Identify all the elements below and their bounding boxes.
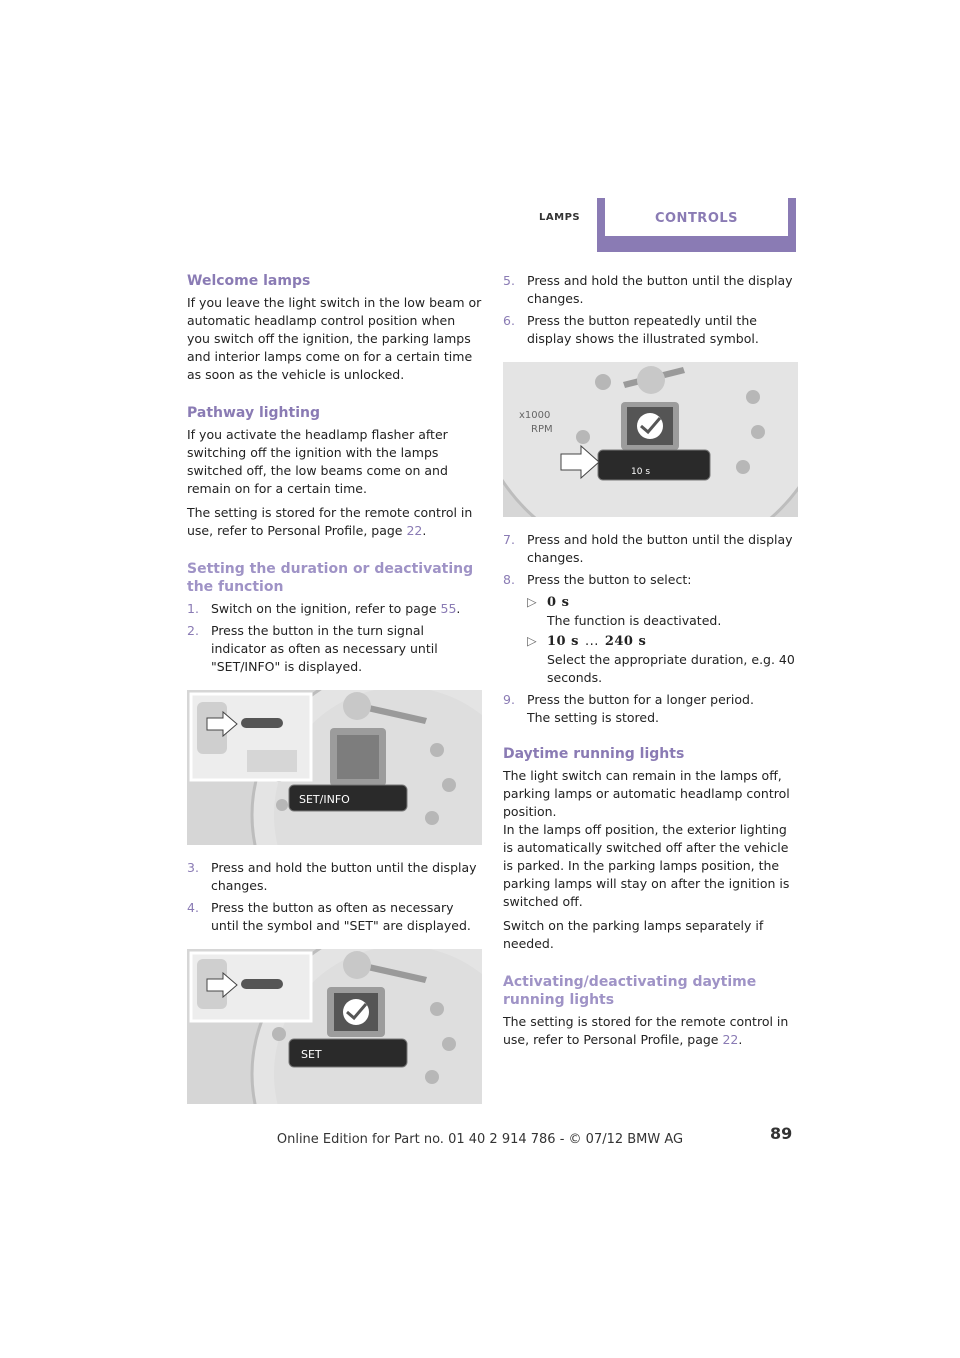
bullet-triangle-icon: ▷ (527, 633, 537, 648)
section-title: LAMPS (539, 212, 581, 223)
activating-text (503, 1013, 798, 1049)
step-text: Press and hold the button until the display changes. (527, 273, 793, 306)
option-text: The function is deactivated. (547, 613, 722, 628)
daytime-heading: Daytime running lights (503, 746, 685, 762)
option-text: Select the appropriate duration, e.g. 40 seconds. (547, 652, 795, 685)
step-5 (503, 272, 798, 308)
page-link-22[interactable]: 22 (406, 523, 423, 538)
step-text (211, 600, 482, 618)
chapter-title: CONTROLS (605, 198, 788, 236)
fig1-display-text: SET/INFO (299, 793, 350, 806)
step-number: 9. (503, 692, 515, 707)
option-symbol-0s: 0 s (547, 595, 570, 610)
chapter-tab (597, 198, 796, 252)
step-text (527, 691, 798, 727)
figure-duration-display (503, 362, 798, 517)
duration-heading: Setting the duration or deactivating the function (187, 561, 474, 595)
option-duration (527, 632, 798, 687)
pathway-heading: Pathway lighting (187, 405, 321, 421)
daytime-text-1b: In the lamps off position, the exterior lighting is automatically switched off after the vehicle is parked. In the parking lamps position, the parking lamps will stay on after the ignition is switched off. (503, 822, 790, 909)
step-number: 3. (187, 860, 199, 875)
pathway-text-2 (187, 504, 482, 540)
pathway-text-2-body: The setting is stored for the remote control in use, refer to Personal Profile, page (187, 505, 473, 538)
pathway-text-1: If you activate the headlamp flasher after switching off the ignition with the lamps switched off, the low beams come on and remain on for a certain time. (187, 427, 448, 496)
fig3-display-text: 10 s (631, 467, 651, 477)
option-deactivate (527, 593, 798, 630)
activating-heading: Activating/deactivating daytime running lights (503, 974, 757, 1008)
ellipsis: ... (584, 634, 599, 649)
page-number: 89 (770, 1124, 793, 1143)
step-4 (187, 899, 482, 935)
step-2 (187, 622, 482, 676)
step-text: Press the button repeatedly until the display shows the illustrated symbol. (527, 313, 759, 346)
left-column (187, 272, 482, 1118)
option-body (547, 632, 798, 687)
figure-set-info-display (187, 690, 482, 845)
step-text: Press and hold the button until the display changes. (211, 860, 477, 893)
step-6 (503, 312, 798, 348)
right-column (503, 272, 798, 1055)
page-link-22[interactable]: 22 (722, 1032, 739, 1047)
fig2-display-text: SET (301, 1048, 322, 1061)
step-number: 2. (187, 623, 199, 638)
option-body (547, 593, 721, 630)
step-1-body: Switch on the ignition, refer to page (211, 601, 441, 616)
option-symbol-240s: 240 s (604, 634, 647, 649)
step-number: 8. (503, 572, 515, 587)
step-number: 1. (187, 601, 199, 616)
bullet-triangle-icon: ▷ (527, 594, 537, 609)
step-1 (187, 600, 482, 618)
step-number: 6. (503, 313, 515, 328)
step-text: Press the button in the turn signal indicator as often as necessary until "SET/INFO" is displayed. (211, 623, 438, 674)
figure-set-display (187, 949, 482, 1104)
step-text: Press the button as often as necessary until the symbol and "SET" are displayed. (211, 900, 471, 933)
activating-text-end: . (738, 1032, 743, 1047)
step-text: Press the button to select: (527, 572, 692, 587)
option-symbol-range (547, 634, 646, 649)
step-number: 5. (503, 273, 515, 288)
step-9 (503, 691, 798, 727)
step-3 (187, 859, 482, 895)
step-1-end: . (456, 601, 461, 616)
daytime-text-2: Switch on the parking lamps separately if needed. (503, 918, 764, 951)
rpm-multiplier: x1000 (519, 410, 551, 421)
daytime-text-1a: The light switch can remain in the lamps off, parking lamps or automatic headlamp control position. (503, 768, 790, 819)
step-9-line-2: The setting is stored. (527, 710, 660, 725)
step-number: 4. (187, 900, 199, 915)
pathway-text-2-end: . (422, 523, 427, 538)
footer-edition: Online Edition for Part no. 01 40 2 914 786 - © 07/12 BMW AG (276, 1132, 684, 1147)
step-text: Press and hold the button until the display changes. (527, 532, 793, 565)
page-link-55[interactable]: 55 (440, 601, 457, 616)
welcome-text: If you leave the light switch in the low beam or automatic headlamp control position when you switch off the ignition, the parking lamps and interior lamps come on for a certain time as soon as the vehicle is unlocked. (187, 295, 482, 382)
daytime-text-1 (503, 767, 798, 911)
rpm-label: RPM (531, 424, 553, 435)
step-8 (503, 571, 798, 589)
welcome-heading: Welcome lamps (187, 273, 311, 289)
option-symbol-10s: 10 s (547, 634, 579, 649)
step-9-line-1: Press the button for a longer period. (527, 692, 754, 707)
step-number: 7. (503, 532, 515, 547)
activating-text-body: The setting is stored for the remote control in use, refer to Personal Profile, page (503, 1014, 789, 1047)
step-7 (503, 531, 798, 567)
